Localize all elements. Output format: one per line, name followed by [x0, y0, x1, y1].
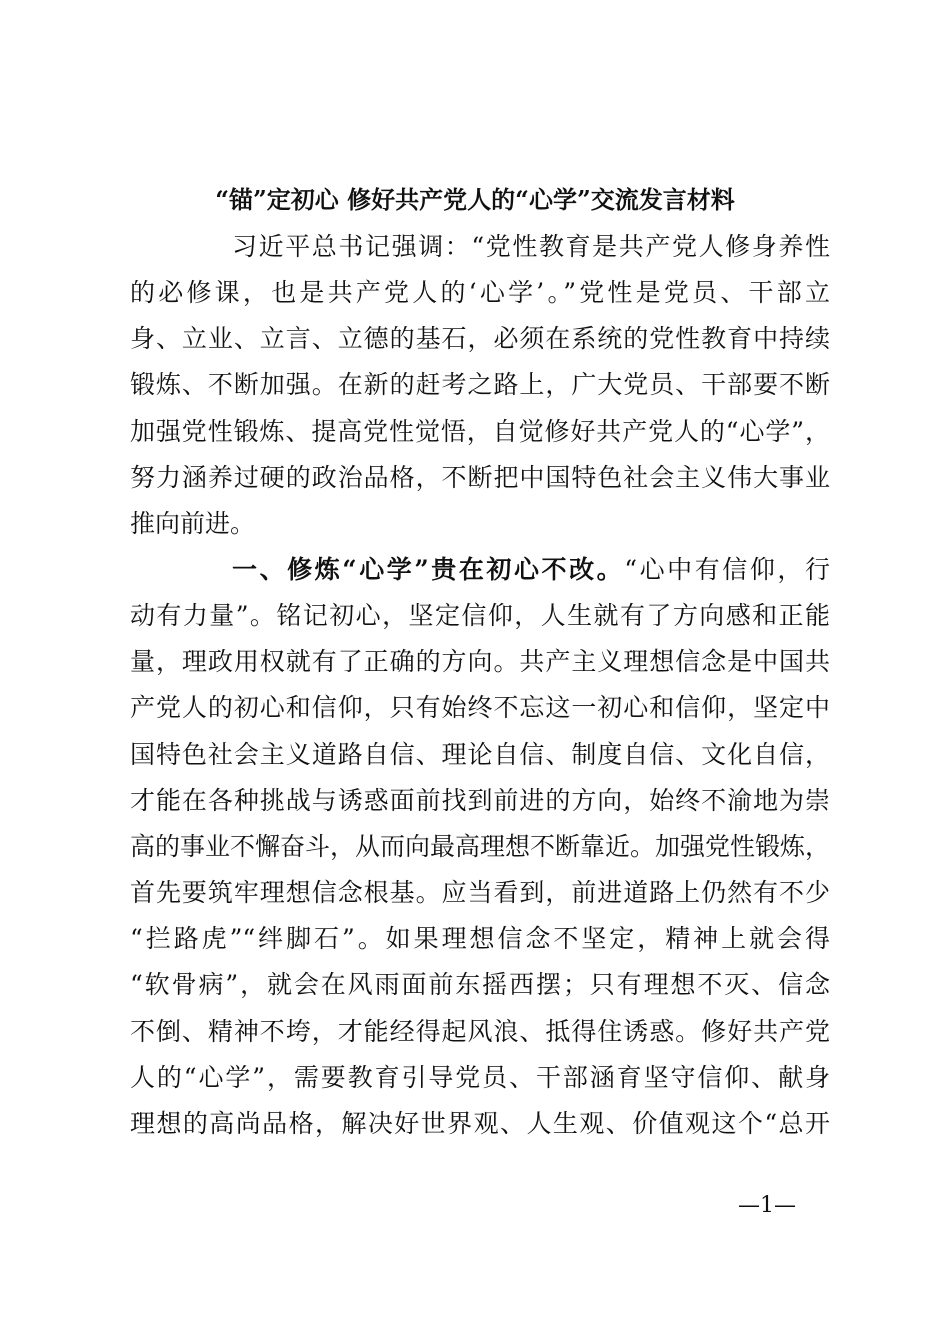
section-1-heading: 一、修炼“心学”贵在初心不改。 [232, 555, 625, 584]
text-line: “软骨病”，就会在风雨面前东摇西摆；只有理想不灭、信念 [130, 970, 830, 1000]
text-line: 的必修课，也是共产党人的‘心学’。”党性是党员、干部立 [130, 278, 830, 308]
text-line: “拦路虎”“绊脚石”。如果理想信念不坚定，精神上就会得 [130, 924, 830, 954]
section-1-first-line [232, 555, 830, 585]
text-line: 不倒、精神不垮，才能经得起风浪、抵得住诱惑。修好共产党 [130, 1016, 830, 1046]
text-line: 才能在各种挑战与诱惑面前找到前进的方向，始终不渝地为崇 [130, 785, 830, 815]
text-line: 高的事业不懈奋斗，从而向最高理想不断靠近。加强党性锻炼， [130, 831, 831, 861]
page-number: —1— [738, 1193, 796, 1218]
text-line: 努力涵养过硬的政治品格，不断把中国特色社会主义伟大事业 [130, 462, 830, 492]
text-line: 产党人的初心和信仰，只有始终不忘这一初心和信仰，坚定中 [130, 693, 830, 723]
text-line: 推向前进。 [130, 508, 256, 538]
text-line: 理想的高尚品格，解决好世界观、人生观、价值观这个“总开 [130, 1108, 830, 1138]
section-1-first-line-text: “心中有信仰，行 [624, 555, 830, 584]
text-line: 身、立业、立言、立德的基石，必须在系统的党性教育中持续 [130, 324, 830, 354]
text-line: 首先要筑牢理想信念根基。应当看到，前进道路上仍然有不少 [130, 878, 830, 908]
text-line: 国特色社会主义道路自信、理论自信、制度自信、文化自信， [130, 739, 830, 769]
document-title: “锚”定初心 修好共产党人的“心学”交流发言材料 [215, 185, 735, 214]
text-line: 动有力量”。铭记初心，坚定信仰，人生就有了方向感和正能 [130, 601, 830, 631]
text-line: 加强党性锻炼、提高党性觉悟，自觉修好共产党人的“心学”， [130, 416, 830, 446]
text-line: 锻炼、不断加强。在新的赶考之路上，广大党员、干部要不断 [130, 370, 830, 400]
text-line: 习近平总书记强调：“党性教育是共产党人修身养性 [232, 232, 830, 261]
text-line: 量，理政用权就有了正确的方向。共产主义理想信念是中国共 [130, 647, 830, 677]
text-line: 人的“心学”，需要教育引导党员、干部涵育坚守信仰、献身 [130, 1062, 830, 1092]
